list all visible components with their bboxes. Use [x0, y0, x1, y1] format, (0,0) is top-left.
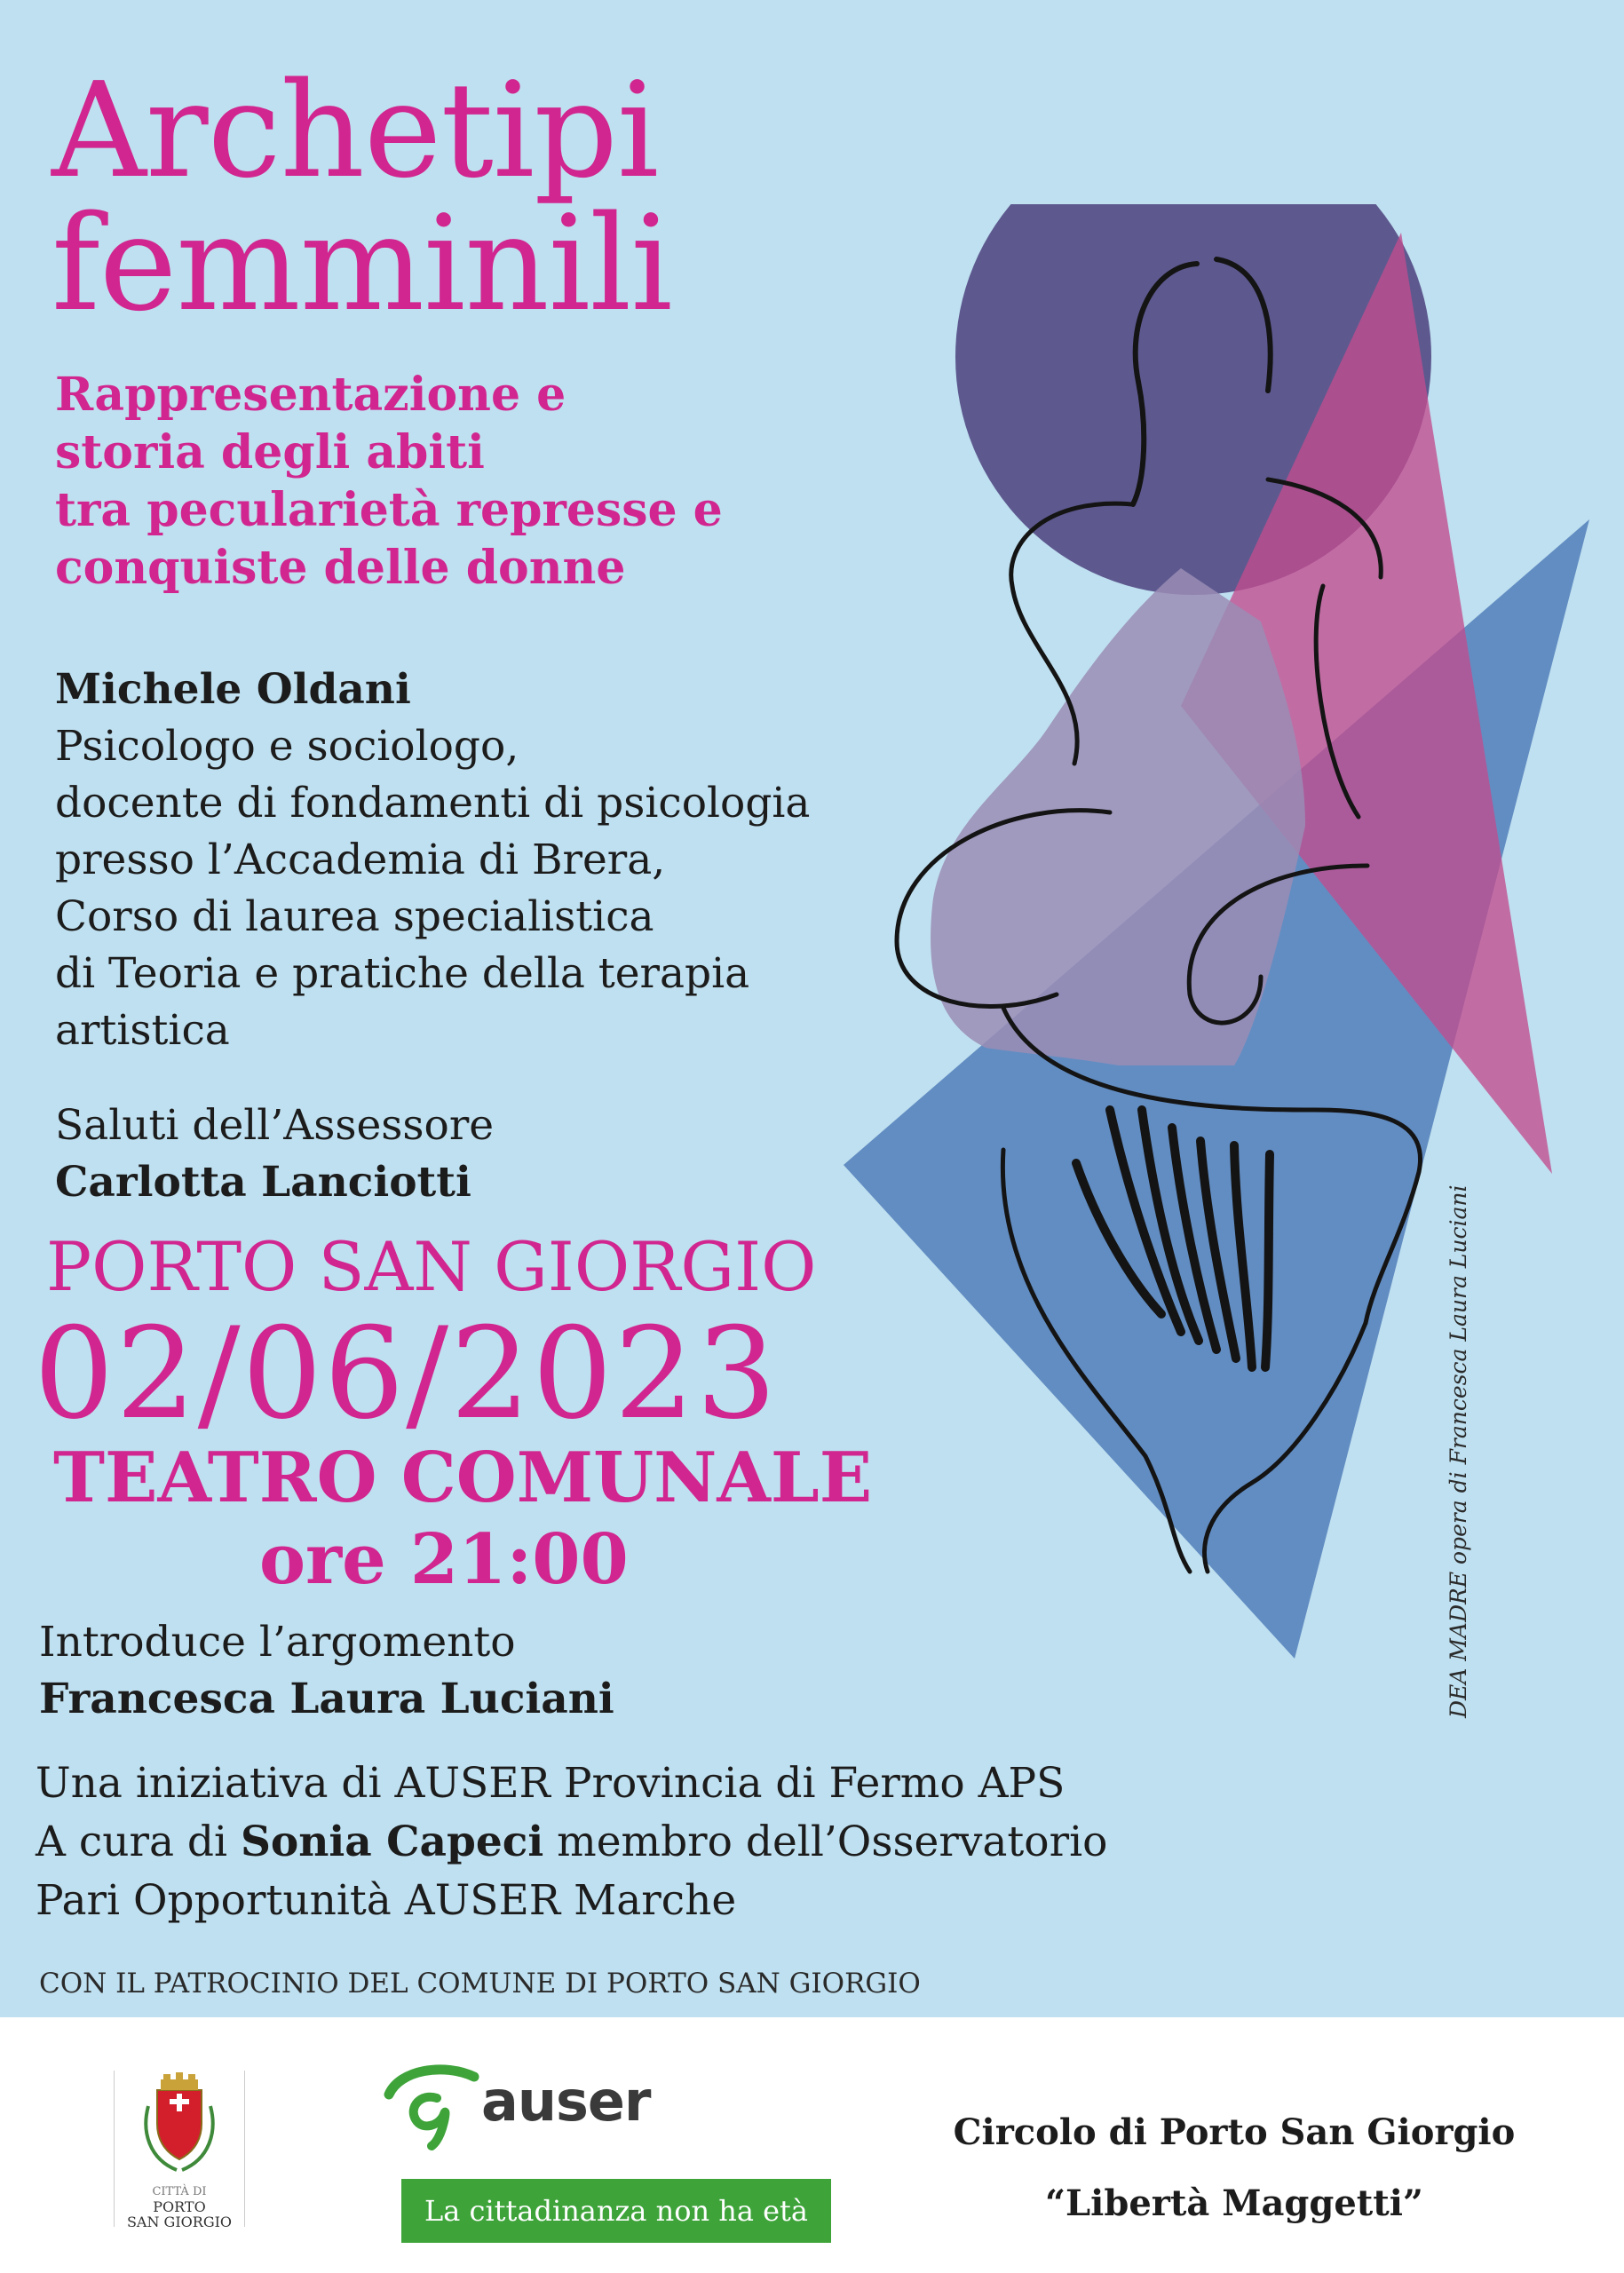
speaker-bio-line-3: presso l’Accademia di Brera,	[55, 836, 666, 884]
crest-line-3: SAN GIORGIO	[126, 2214, 233, 2230]
art-body-shape	[931, 568, 1305, 1065]
event-city: PORTO SAN GIORGIO	[46, 1227, 817, 1306]
city-crest-logo	[114, 2071, 245, 2230]
event-time: ore 21:00	[259, 1519, 629, 1600]
poster-title	[51, 54, 672, 340]
curator-name: Sonia Capeci	[240, 1818, 544, 1866]
speaker-name: Michele Oldani	[55, 665, 411, 714]
circolo-block	[923, 2097, 1545, 2239]
subtitle-line-1: Rappresentazione e	[55, 368, 566, 422]
greetings-block	[55, 1097, 494, 1211]
dea-madre-artwork	[844, 204, 1607, 1678]
speaker-bio-line-4: Corso di laurea specialistica	[55, 892, 654, 941]
initiative-block	[36, 1754, 1107, 1930]
auser-swoosh-icon	[382, 2057, 488, 2155]
greetings-label: Saluti dell’Assessore	[55, 1101, 495, 1150]
patronage-text: CON IL PATROCINIO DEL COMUNE DI PORTO SAN GIORGIO	[39, 1968, 921, 2000]
crest-icon	[115, 2071, 244, 2184]
initiative-line-1: Una iniziativa di AUSER Provincia di Fermo APS	[36, 1759, 1066, 1808]
subtitle-line-2: storia degli abiti	[55, 425, 485, 479]
auser-wordmark: auser	[481, 2069, 651, 2134]
initiative-line-2-suffix: membro dell’Osservatorio	[543, 1818, 1108, 1866]
circolo-line-1: Circolo di Porto San Giorgio	[953, 2111, 1516, 2153]
footer-logos	[0, 2017, 1624, 2273]
title-line-1: Archetipi	[51, 54, 659, 207]
greetings-name: Carlotta Lanciotti	[55, 1158, 471, 1207]
speaker-bio-line-6: artistica	[55, 1006, 230, 1055]
event-venue: TEATRO COMUNALE	[53, 1437, 873, 1518]
auser-tagline: La cittadinanza non ha età	[401, 2179, 831, 2243]
crest-caption	[115, 2184, 244, 2229]
speaker-block	[55, 661, 810, 1059]
art-fold-7	[1265, 1154, 1270, 1367]
intro-name: Francesca Laura Luciani	[39, 1675, 614, 1723]
subtitle-line-3: tra pecularietà represse e	[55, 483, 723, 537]
intro-block	[39, 1614, 614, 1728]
title-line-2: femminili	[51, 187, 672, 340]
poster-subtitle	[55, 366, 723, 597]
art-credit: DEA MADRE opera di Francesca Laura Luciani	[1446, 1184, 1471, 1718]
initiative-line-2-prefix: A cura di	[36, 1818, 241, 1866]
intro-label: Introduce l’argomento	[39, 1618, 516, 1667]
subtitle-line-4: conquiste delle donne	[55, 541, 626, 595]
initiative-line-2	[36, 1813, 1107, 1872]
speaker-bio-line-2: docente di fondamenti di psicologia	[55, 779, 811, 828]
speaker-bio-line-5: di Teoria e pratiche della terapia	[55, 949, 750, 998]
crest-line-1: CITTÀ DI	[152, 2185, 207, 2198]
crest-line-2: PORTO	[153, 2198, 206, 2215]
event-date: 02/06/2023	[34, 1301, 779, 1447]
circolo-line-2: “Libertà Maggetti”	[1045, 2182, 1423, 2224]
initiative-line-3: Pari Opportunità AUSER Marche	[36, 1876, 737, 1925]
speaker-bio-line-1: Psicologo e sociologo,	[55, 722, 519, 771]
